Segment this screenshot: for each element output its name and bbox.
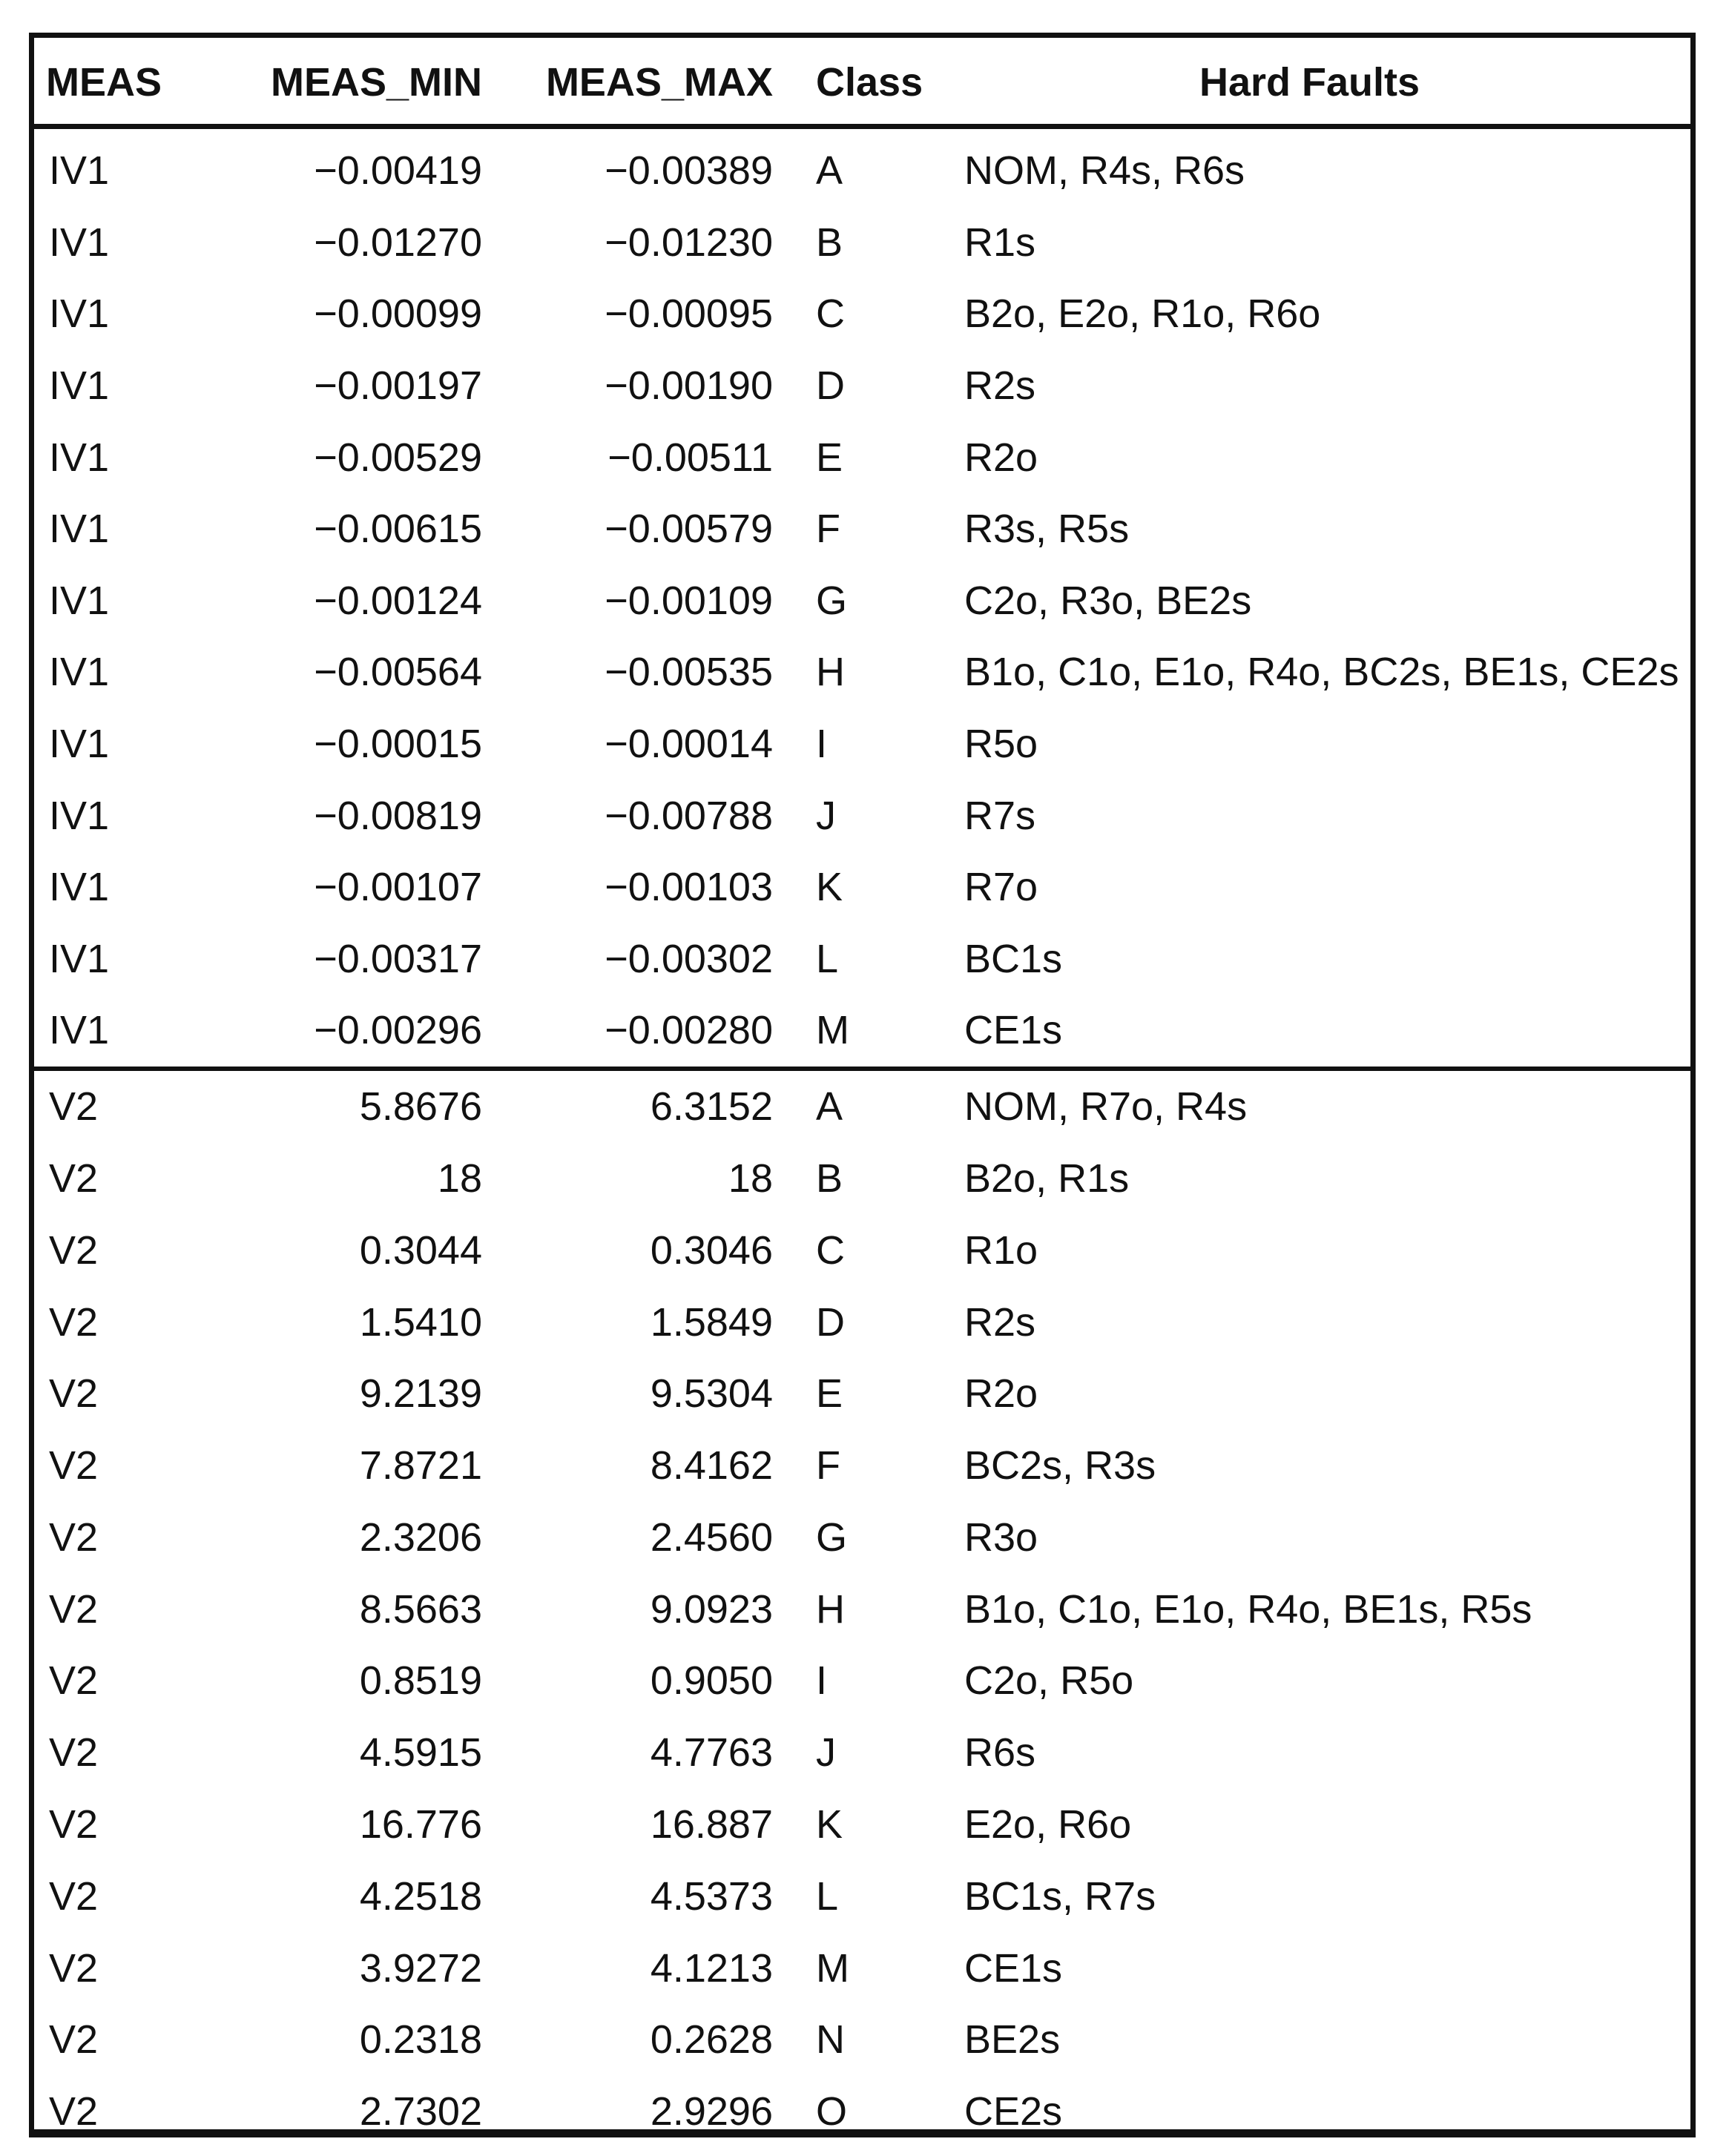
header-class: Class bbox=[780, 38, 929, 127]
cell-hard-faults: B1o, C1o, E1o, R4o, BC2s, BE1s, CE2s bbox=[964, 650, 1679, 695]
cell-meas-min: 9.2139 bbox=[359, 1371, 482, 1417]
table-row bbox=[34, 636, 1690, 708]
cell-meas-max: 18 bbox=[728, 1156, 773, 1201]
cell-meas-min: 0.2318 bbox=[359, 2017, 482, 2063]
cell-hard-faults: R3o bbox=[964, 1514, 1038, 1560]
cell-meas-max: 4.5373 bbox=[650, 1873, 773, 1919]
cell-meas: IV1 bbox=[49, 650, 110, 695]
cell-meas-max: 9.0923 bbox=[650, 1586, 773, 1632]
cell-meas-min: 18 bbox=[437, 1156, 482, 1201]
cell-meas-min: −0.00107 bbox=[314, 865, 482, 910]
cell-meas-max: 4.7763 bbox=[650, 1730, 773, 1776]
header-row bbox=[34, 38, 1690, 127]
table-row bbox=[34, 493, 1690, 565]
cell-meas: V2 bbox=[49, 1514, 99, 1560]
cell-hard-faults: C2o, R5o bbox=[964, 1658, 1134, 1704]
cell-meas-min: 5.8676 bbox=[193, 1069, 490, 1143]
cell-meas-max: 0.2628 bbox=[650, 2017, 773, 2063]
cell-class: E bbox=[816, 1371, 843, 1417]
cell-class: F bbox=[816, 507, 840, 552]
cell-meas-max: −0.00788 bbox=[605, 793, 773, 838]
cell-meas-max: −0.00511 bbox=[607, 435, 773, 480]
cell-class: D bbox=[816, 1299, 845, 1345]
cell-meas-min: 1.5410 bbox=[359, 1299, 482, 1345]
cell-hard-faults: NOM, R7o, R4s bbox=[929, 1069, 1690, 1143]
cell-meas: IV1 bbox=[49, 1008, 110, 1053]
table-row bbox=[34, 995, 1690, 1069]
cell-hard-faults: B2o, R1s bbox=[964, 1156, 1130, 1201]
table-header bbox=[34, 38, 1690, 127]
cell-hard-faults: R2o bbox=[964, 435, 1038, 480]
cell-meas: IV1 bbox=[49, 578, 110, 623]
cell-meas: V2 bbox=[49, 1658, 99, 1704]
table-row bbox=[34, 1143, 1690, 1215]
cell-class: M bbox=[816, 1945, 849, 1991]
cell-meas-min: 8.5663 bbox=[359, 1586, 482, 1632]
cell-meas-min: −0.00099 bbox=[314, 291, 482, 337]
cell-meas: IV1 bbox=[49, 722, 110, 767]
cell-meas-max: 6.3152 bbox=[490, 1069, 780, 1143]
cell-class: E bbox=[816, 435, 843, 480]
table-row bbox=[34, 1214, 1690, 1286]
cell-class: D bbox=[816, 363, 845, 409]
cell-hard-faults: B2o, E2o, R1o, R6o bbox=[964, 291, 1321, 337]
cell-hard-faults: R1s bbox=[964, 220, 1036, 265]
cell-meas: IV1 bbox=[49, 291, 110, 337]
cell-meas: V2 bbox=[49, 1156, 99, 1201]
cell-meas: V2 bbox=[49, 1945, 99, 1991]
cell-meas-max: −0.00190 bbox=[605, 363, 773, 409]
table-row bbox=[34, 1573, 1690, 1645]
cell-hard-faults: CE1s bbox=[964, 1945, 1063, 1991]
cell-hard-faults: R2s bbox=[964, 1299, 1036, 1345]
header-meas: MEAS bbox=[34, 38, 193, 127]
cell-meas-max: 2.4560 bbox=[650, 1514, 773, 1560]
cell-meas: V2 bbox=[49, 2017, 99, 2063]
cell-meas: V2 bbox=[49, 2089, 99, 2134]
cell-meas-min: 0.3044 bbox=[359, 1227, 482, 1273]
cell-hard-faults: R2o bbox=[964, 1371, 1038, 1417]
header-meas-max: MEAS_MAX bbox=[490, 38, 780, 127]
cell-class: O bbox=[816, 2089, 848, 2134]
cell-meas-max: −0.00095 bbox=[605, 291, 773, 337]
cell-hard-faults: BC2s, R3s bbox=[964, 1443, 1156, 1489]
cell-meas-max: −0.00109 bbox=[605, 578, 773, 623]
table-row bbox=[34, 1286, 1690, 1358]
cell-class: M bbox=[816, 1008, 849, 1053]
table-row bbox=[34, 1932, 1690, 2004]
header-hard-faults: Hard Faults bbox=[929, 38, 1690, 127]
table-row bbox=[34, 421, 1690, 493]
cell-meas-max: −0.00579 bbox=[605, 507, 773, 552]
cell-meas: V2 bbox=[49, 1586, 99, 1632]
cell-meas-min: −0.01270 bbox=[314, 220, 482, 265]
table-row bbox=[34, 1430, 1690, 1502]
cell-class: I bbox=[816, 722, 828, 767]
cell-class: J bbox=[816, 1730, 836, 1776]
cell-meas-min: −0.00419 bbox=[314, 148, 482, 194]
cell-meas-min: 2.7302 bbox=[359, 2089, 482, 2134]
table-row bbox=[34, 851, 1690, 923]
cell-hard-faults: R6s bbox=[964, 1730, 1036, 1776]
cell-class: C bbox=[816, 1227, 845, 1273]
cell-hard-faults: NOM, R4s, R6s bbox=[964, 148, 1245, 194]
cell-meas-min: −0.00615 bbox=[314, 507, 482, 552]
cell-hard-faults: B1o, C1o, E1o, R4o, BE1s, R5s bbox=[964, 1586, 1532, 1632]
cell-meas-max: −0.00535 bbox=[605, 650, 773, 695]
cell-meas: IV1 bbox=[49, 507, 110, 552]
cell-meas: V2 bbox=[49, 1227, 99, 1273]
cell-class: G bbox=[816, 578, 848, 623]
cell-meas: IV1 bbox=[49, 865, 110, 910]
table-row bbox=[34, 2004, 1690, 2076]
cell-meas-min: 0.8519 bbox=[359, 1658, 482, 1704]
cell-meas-min: 4.2518 bbox=[359, 1873, 482, 1919]
cell-class: J bbox=[816, 793, 836, 838]
cell-class: B bbox=[816, 1156, 843, 1201]
table-row bbox=[34, 2076, 1690, 2148]
cell-meas: V2 bbox=[49, 1371, 99, 1417]
cell-hard-faults: R2s bbox=[964, 363, 1036, 409]
cell-class: G bbox=[816, 1514, 848, 1560]
cell-meas-min: 3.9272 bbox=[359, 1945, 482, 1991]
cell-meas-min: −0.00015 bbox=[314, 722, 482, 767]
cell-hard-faults: R1o bbox=[964, 1227, 1038, 1273]
table-row bbox=[34, 1502, 1690, 1574]
cell-meas: V2 bbox=[49, 1802, 99, 1847]
cell-hard-faults: R5o bbox=[964, 722, 1038, 767]
cell-meas: IV1 bbox=[49, 220, 110, 265]
cell-meas: IV1 bbox=[49, 936, 110, 981]
cell-meas: V2 bbox=[49, 1873, 99, 1919]
cell-meas: V2 bbox=[34, 1069, 193, 1143]
cell-hard-faults: CE2s bbox=[964, 2089, 1063, 2134]
cell-meas: V2 bbox=[49, 1299, 99, 1345]
table-row bbox=[34, 779, 1690, 851]
hard-faults-table bbox=[34, 38, 1690, 2148]
cell-hard-faults: BE2s bbox=[964, 2017, 1061, 2063]
cell-meas-min: −0.00564 bbox=[314, 650, 482, 695]
table-row bbox=[34, 1789, 1690, 1861]
cell-hard-faults: CE1s bbox=[964, 1008, 1063, 1053]
table-row bbox=[34, 708, 1690, 780]
cell-meas: IV1 bbox=[49, 148, 110, 194]
cell-meas-min: −0.00197 bbox=[314, 363, 482, 409]
group-iv1 bbox=[34, 127, 1690, 1069]
cell-meas: IV1 bbox=[49, 435, 110, 480]
cell-meas-max: 16.887 bbox=[650, 1802, 773, 1847]
cell-class: L bbox=[816, 936, 839, 981]
header-meas-min: MEAS_MIN bbox=[193, 38, 490, 127]
cell-meas-max: −0.00280 bbox=[605, 1008, 773, 1053]
group-v2 bbox=[34, 1069, 1690, 2148]
cell-meas-max: 0.3046 bbox=[650, 1227, 773, 1273]
cell-meas-min: 16.776 bbox=[359, 1802, 482, 1847]
table-row bbox=[34, 923, 1690, 995]
cell-hard-faults: BC1s, R7s bbox=[964, 1873, 1156, 1919]
cell-hard-faults: R7s bbox=[964, 793, 1036, 838]
cell-class: C bbox=[816, 291, 845, 337]
cell-class: L bbox=[816, 1873, 839, 1919]
table-row bbox=[34, 1717, 1690, 1789]
cell-meas-min: 2.3206 bbox=[359, 1514, 482, 1560]
table-row bbox=[34, 1069, 1690, 1143]
cell-meas-max: 1.5849 bbox=[650, 1299, 773, 1345]
table-row bbox=[34, 278, 1690, 350]
cell-meas: IV1 bbox=[49, 793, 110, 838]
cell-meas-max: 9.5304 bbox=[650, 1371, 773, 1417]
table-row bbox=[34, 1860, 1690, 1932]
table-row bbox=[34, 565, 1690, 637]
cell-class: N bbox=[816, 2017, 845, 2063]
table-row bbox=[34, 350, 1690, 422]
cell-meas-max: −0.01230 bbox=[605, 220, 773, 265]
cell-meas: V2 bbox=[49, 1443, 99, 1489]
table-row bbox=[34, 127, 1690, 207]
cell-meas-max: −0.00014 bbox=[605, 722, 773, 767]
cell-meas-min: −0.00317 bbox=[314, 936, 482, 981]
cell-meas-min: 7.8721 bbox=[359, 1443, 482, 1489]
cell-hard-faults: R7o bbox=[964, 865, 1038, 910]
table-row bbox=[34, 1358, 1690, 1430]
cell-hard-faults: E2o, R6o bbox=[964, 1802, 1132, 1847]
cell-meas-min: 4.5915 bbox=[359, 1730, 482, 1776]
cell-class: A bbox=[780, 1069, 929, 1143]
cell-class: F bbox=[816, 1443, 840, 1489]
table-row bbox=[34, 1645, 1690, 1717]
cell-meas-max: 2.9296 bbox=[650, 2089, 773, 2134]
cell-meas-max: −0.00302 bbox=[605, 936, 773, 981]
cell-hard-faults: C2o, R3o, BE2s bbox=[964, 578, 1252, 623]
cell-meas-min: −0.00819 bbox=[314, 793, 482, 838]
cell-class: I bbox=[816, 1658, 828, 1704]
cell-class: K bbox=[816, 865, 843, 910]
cell-hard-faults: BC1s bbox=[964, 936, 1063, 981]
cell-class: A bbox=[816, 148, 843, 194]
cell-class: H bbox=[816, 1586, 845, 1632]
cell-meas-max: 8.4162 bbox=[650, 1443, 773, 1489]
cell-meas-max: −0.00103 bbox=[605, 865, 773, 910]
table-row bbox=[34, 207, 1690, 279]
cell-meas-min: −0.00296 bbox=[314, 1008, 482, 1053]
cell-class: H bbox=[816, 650, 845, 695]
cell-hard-faults: R3s, R5s bbox=[964, 507, 1130, 552]
cell-class: K bbox=[816, 1802, 843, 1847]
cell-class: B bbox=[816, 220, 843, 265]
cell-meas-max: −0.00389 bbox=[605, 148, 773, 194]
cell-meas: V2 bbox=[49, 1730, 99, 1776]
cell-meas-min: −0.00124 bbox=[314, 578, 482, 623]
cell-meas-max: 4.1213 bbox=[650, 1945, 773, 1991]
cell-meas-min: −0.00529 bbox=[314, 435, 482, 480]
cell-meas-max: 0.9050 bbox=[650, 1658, 773, 1704]
cell-meas: IV1 bbox=[49, 363, 110, 409]
